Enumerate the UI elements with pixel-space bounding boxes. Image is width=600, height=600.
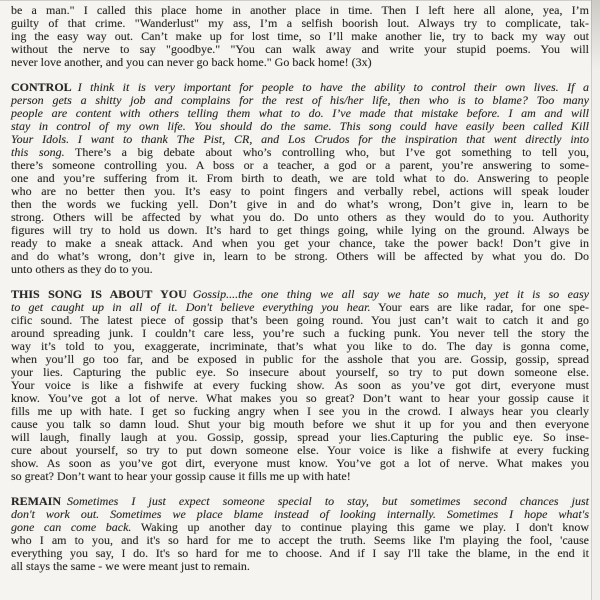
text-line [11, 470, 589, 483]
text-run: figures will try to hold us down. It’s hard to get things going, while lying on the ground. Always be [11, 223, 589, 237]
scan-page-right-edge [591, 0, 600, 600]
text-run: there’s someone controlling you. A boss or a teacher, a god or a parent, you’re answering to some- [11, 158, 589, 172]
paragraph-wanderlust-continuation [11, 4, 589, 69]
text-run: gone can come back. [11, 520, 132, 534]
text-run: don't work out. Sometimes we place blame instead of looking internally. Sometimes I hope what's [11, 507, 589, 521]
text-run: without the nerve to say "goodbye." "You can walk away and write your stupid poems. You will [11, 42, 589, 56]
text-run: then the words we fucking yell. Don’t give in and do what’s wrong, Don’t give in, learn to be [11, 197, 589, 211]
text-run: cure about yourself, so try to put down someone else. Your voice is like a fishwife at every fucking [11, 443, 589, 457]
text-run: ready to make a sneak attack. And when you get your chance, take the power back! Don’t give in [11, 236, 589, 250]
text-run: your lies. Capturing the public eye. So insecure about yourself, so try to put down someone else. [11, 365, 589, 379]
section-heading: THIS SONG IS ABOUT YOU [11, 287, 187, 301]
text-line [11, 560, 589, 573]
text-run: and do what’s wrong, don’t give in, learn to be strong. Others will be affected by what you do. Do [11, 249, 589, 263]
text-run: people are content with others telling them what to do. I’ve made that mistake before. I am and will [11, 106, 589, 120]
paragraph-remain [11, 495, 589, 573]
text-run: know. You’ve got a lot of nerve. What makes you so great? Don’t want to hear your gossip cause it [11, 391, 589, 405]
scan-corner-shadow [591, 0, 600, 70]
text-run: Waking up another day to continue playing this game we play. I don't know [131, 520, 589, 534]
text-run: person gets a shitty job and complains for the rest of his/her life, then who is to blame? Too many [11, 93, 589, 107]
text-run: who I am to you, and it's so hard for me to accept the truth. Seems like I'm playing the fool, 'cause [11, 533, 589, 547]
text-run: all stays the same - we were meant just to remain. [11, 559, 250, 573]
text-run: Gossip....the one thing we all say we hate so much, yet it is so easy [192, 287, 589, 301]
text-run: show. As soon as you’ve got dirt, everyone must know. You’ve got a lot of nerve. What makes you [11, 456, 589, 470]
text-run: be a man." I called this place home in another place in time. Then I left here all alone, yea, I’m [11, 3, 589, 17]
text-run: will laugh, finally laugh at you. Gossip, gossip, spread your lies.Capturing the public eye. So inse- [11, 430, 589, 444]
text-run: this song. [11, 145, 65, 159]
text-run: guilty of that crime. "Wanderlust" my ass, I’m a selfish boorish lout. Always try to complicate, tak- [11, 16, 589, 30]
text-run: There’s a big debate about who’s controlling who, but I’ve got something to tell you, [64, 145, 589, 159]
text-run: when you’ll go too far, and be exposed in public for the asshole that you are. Gossip, gossip, spread [11, 352, 589, 366]
text-run: cause you talk so damn loud. Shut your big mouth before we shut it up for you and then everyone [11, 417, 589, 431]
text-run: never love another, and you can never go back home." Go back home! (3x) [11, 55, 372, 69]
text-run: who are no better then you. It’s easy to point fingers and verbally rebel, actions will speak louder [11, 184, 589, 198]
text-run: cific sound. The latest piece of gossip that’s been going round. You just can’t wait to catch it and go [11, 313, 589, 327]
text-run: Your Idols. I want to thank The Pist, CR, and Los Crudos for the inspiration that went directly into [11, 132, 589, 146]
text-run: way it’s told to you, exaggerate, incriminate, that’s what you like to do. The day is gonna come, [11, 339, 589, 353]
text-run: I think it is very important for people to have the ability to control their own lives. If a [77, 80, 589, 94]
liner-notes-text-column [11, 4, 589, 573]
section-heading: REMAIN [11, 494, 61, 508]
text-run: Your voice is like a fishwife at every fucking show. As soon as you’ve got dirt, everyone must [11, 378, 589, 392]
text-run: everything you say, I do. It's so hard for me to choose. And if I say I'll take the blame, in the end it [11, 546, 589, 560]
paragraph-this-song-is-about-you [11, 288, 589, 483]
text-run: unto others as they do to you. [11, 262, 153, 276]
text-run: ing the easy way out. Can’t make up for lost time, so I’ll make another lie, try to back my way out [11, 29, 589, 43]
paragraph-control [11, 81, 589, 276]
section-heading: CONTROL [11, 80, 72, 94]
text-run: strong. Others will be affected by what you do. Do unto others as they would do to you. Authority [11, 210, 589, 224]
text-line [11, 56, 589, 69]
text-run: around spreading junk. I couldn’t care less, you’re such a fucking punk. You never tell the story the [11, 326, 589, 340]
text-run: one and you’re suffering from it. From birth to death, we are told what to do. Answering to people [11, 171, 589, 185]
text-run: Your ears are like radar, for one spe- [370, 300, 590, 314]
text-run: fills me up with hate. I get so fucking angry when I see you in the crowd. I always hear you clearly [11, 404, 589, 418]
text-line [11, 263, 589, 276]
scan-top-edge-artifact [0, 0, 600, 1]
text-run: so great? Don’t want to hear your gossip cause it fills me up with hate! [11, 469, 351, 483]
text-run: to get caught up in all of it. Don't believe everything you hear. [11, 300, 371, 314]
text-run: Sometimes I just expect someone special to stay, but sometimes second chances just [67, 494, 589, 508]
text-run: stay in control of my own life. You should do the same. This song could have easily been called Kill [11, 119, 589, 133]
